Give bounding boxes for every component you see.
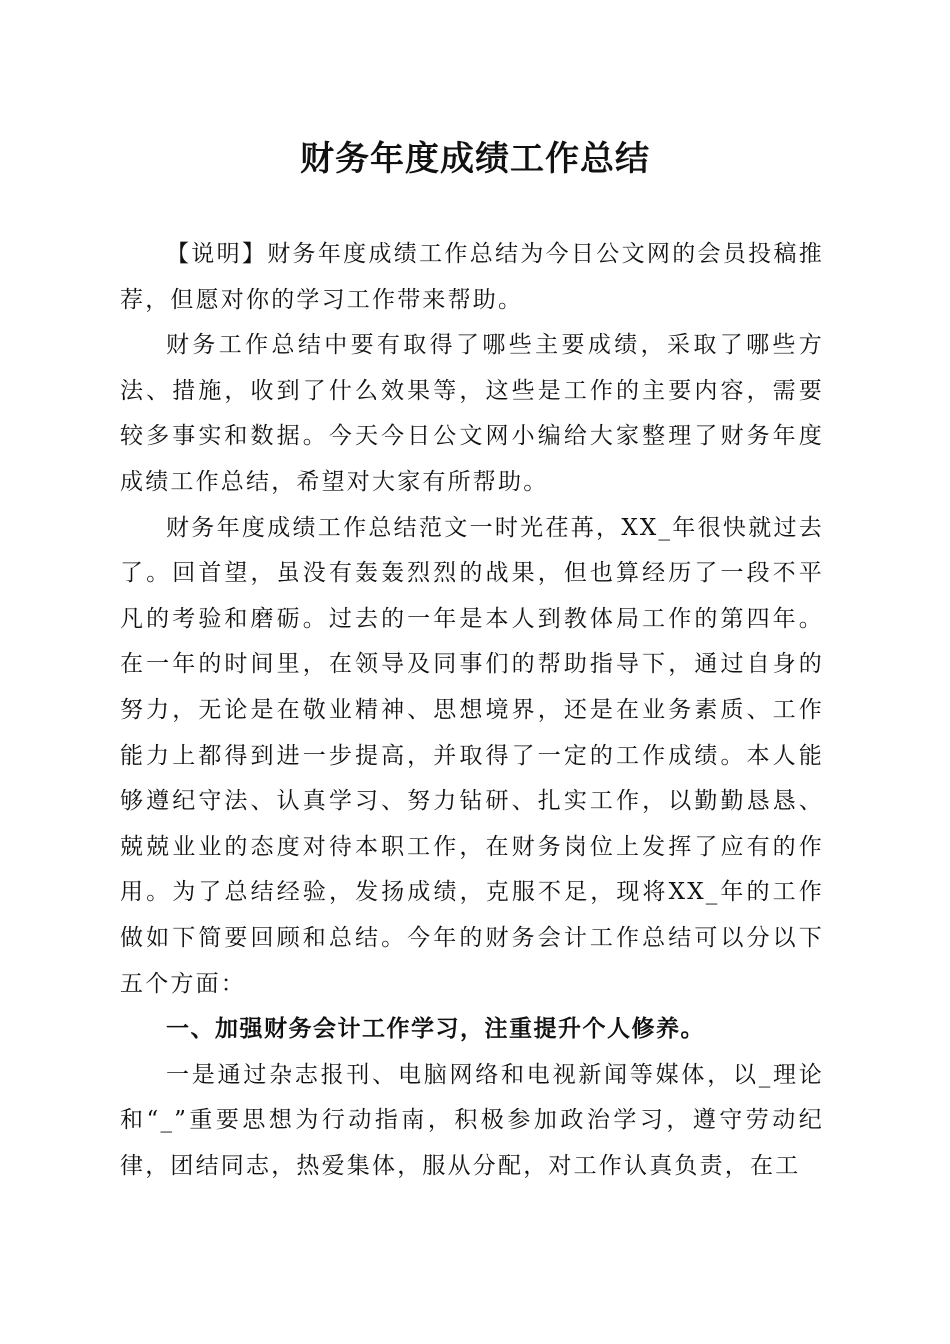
body-paragraph-1: 财务工作总结中要有取得了哪些主要成绩，采取了哪些方法、措施，收到了什么效果等，这些是工作的主要内容，需要较多事实和数据。今天今日公文网小编给大家整理了财务年度成绩工作总结，希望对大家有所帮助。 — [120, 332, 824, 495]
document-body — [120, 232, 824, 1189]
document-title: 财务年度成绩工作总结 — [300, 139, 650, 179]
body-paragraph-2: 财务年度成绩工作总结范文一时光荏苒，XX_年很快就过去了。回首望，虽没有轰轰烈烈的战果，但也算经历了一段不平凡的考验和磨砺。过去的一年是本人到教体局工作的第四年。在一年的时间里，在领导及同事们的帮助指导下，通过自身的努力，无论是在敬业精神、思想境界，还是在业务素质、工作能力上都得到进一步提高，并取得了一定的工作成绩。本人能够遵纪守法、认真学习、努力钻研、扎实工作，以勤勤恳恳、兢兢业业的态度对待本职工作，在财务岗位上发挥了应有的作用。为了总结经验，发扬成绩，克服不足，现将XX_年的工作做如下简要回顾和总结。今年的财务会计工作总结可以分以下五个方面： — [120, 514, 824, 997]
body-paragraph-3: 一是通过杂志报刊、电脑网络和电视新闻等媒体，以_理论和“_”重要思想为行动指南，积极参加政治学习，遵守劳动纪律，团结同志，热爱集体，服从分配，对工作认真负责，在工 — [120, 1061, 824, 1179]
intro-paragraph: 【说明】财务年度成绩工作总结为今日公文网的会员投稿推荐，但愿对你的学习工作带来帮助。 — [120, 241, 824, 313]
section-heading-1: 一、加强财务会计工作学习，注重提升个人修养。 — [166, 1016, 705, 1043]
